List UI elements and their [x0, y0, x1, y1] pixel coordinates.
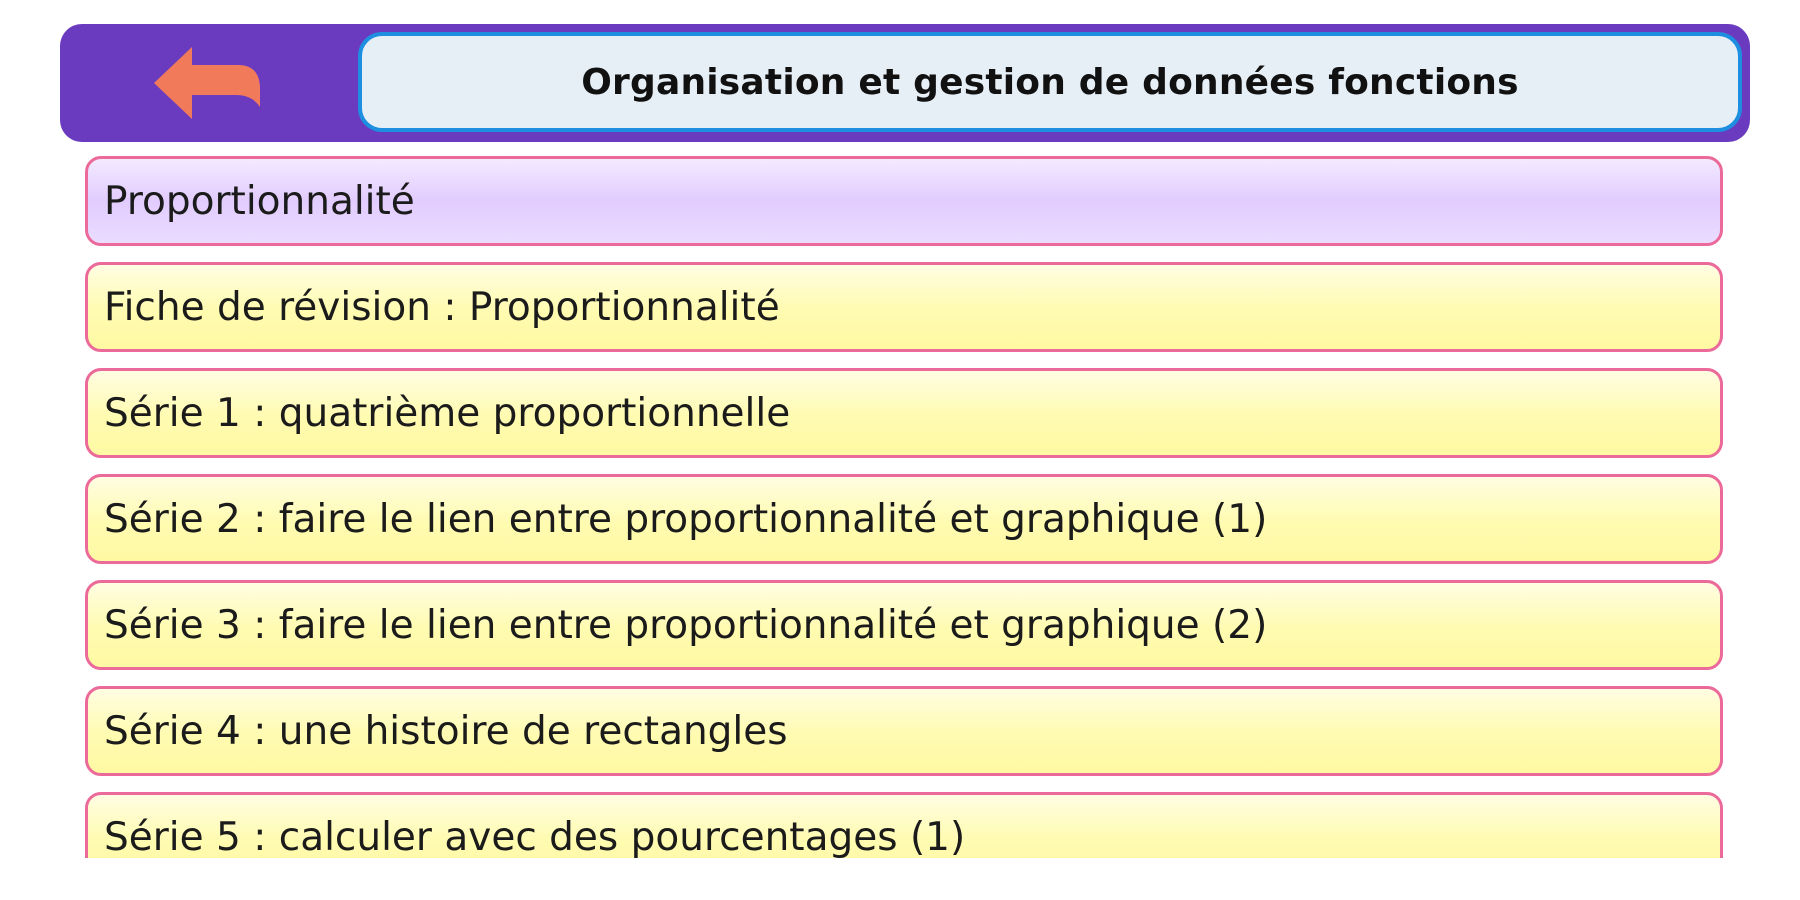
list-item-label: Fiche de révision : Proportionnalité [104, 284, 780, 330]
title-box [358, 32, 1742, 132]
list-item-label: Série 2 : faire le lien entre proportionnalité et graphique (1) [104, 496, 1268, 542]
list-item-label: Série 4 : une histoire de rectangles [104, 708, 788, 754]
list-item-label: Proportionnalité [104, 178, 415, 224]
list-item-series-4[interactable] [85, 686, 1723, 776]
page-title: Organisation et gestion de données fonctions [581, 61, 1519, 103]
list-item-series-5[interactable] [85, 792, 1723, 858]
list-item-label: Série 1 : quatrième proportionnelle [104, 390, 791, 436]
list-item-series-3[interactable] [85, 580, 1723, 670]
list-item-revision-sheet[interactable] [85, 262, 1723, 352]
list-item-series-2[interactable] [85, 474, 1723, 564]
list-item-section-header[interactable] [85, 156, 1723, 246]
list-item-label: Série 3 : faire le lien entre proportionnalité et graphique (2) [104, 602, 1268, 648]
back-button[interactable] [60, 24, 356, 142]
list-item-series-1[interactable] [85, 368, 1723, 458]
list-item-label: Série 5 : calculer avec des pourcentages (1) [104, 814, 966, 858]
back-arrow-icon [152, 43, 264, 123]
header-bar [60, 24, 1750, 142]
